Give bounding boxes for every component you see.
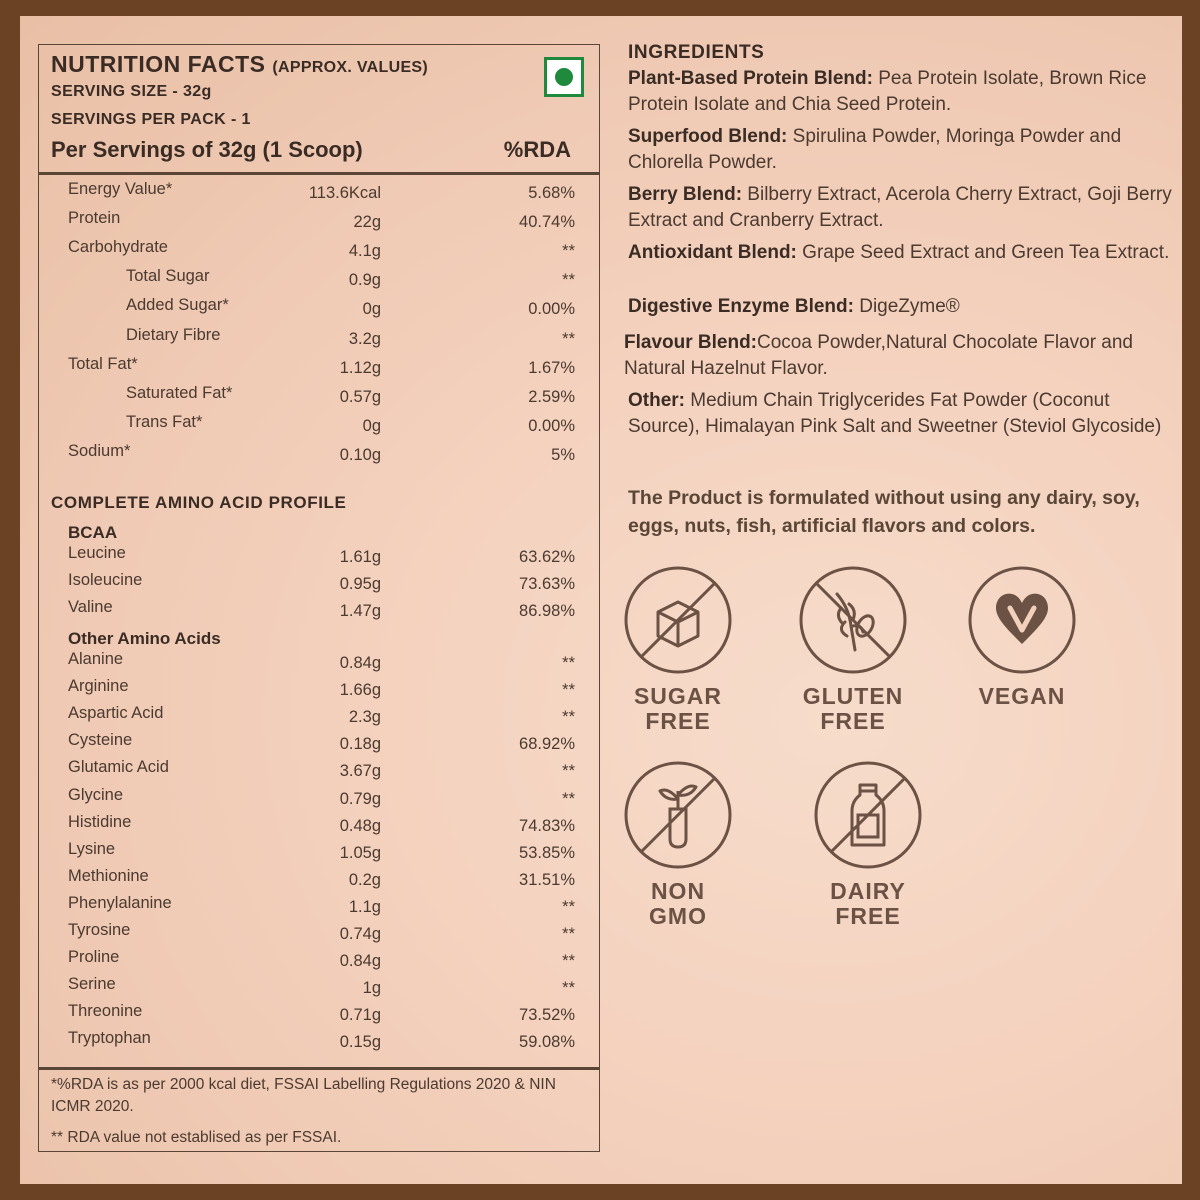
nutrient-amount: 0.57g — [339, 387, 381, 406]
ingredient-label: Plant-Based Protein Blend: — [628, 68, 873, 89]
table-row — [39, 180, 599, 206]
table-row — [39, 413, 599, 439]
nutrient-rda: 0.00% — [528, 416, 575, 435]
ingredient-item — [628, 66, 1173, 118]
plant-tube-icon — [622, 759, 734, 871]
nutrient-rda: 5.68% — [528, 184, 575, 202]
badge-non-gmo-line2: GMO — [649, 903, 707, 929]
badge-dairy-free-line2: FREE — [835, 903, 901, 929]
nutrient-rda: ** — [562, 925, 575, 943]
nutrient-amount: 0g — [362, 416, 381, 435]
nutrient-name: Lysine — [68, 839, 116, 858]
nutrient-rda: 2.59% — [528, 387, 575, 406]
ingredient-text: Cocoa Powder,Natural Chocolate Flavor and Natural Hazelnut Flavor. — [624, 332, 1133, 379]
table-row — [39, 571, 599, 597]
badge-gluten-free-line2: FREE — [820, 708, 886, 734]
nutrition-title-text: NUTRITION FACTS — [51, 51, 266, 77]
nutrient-name: Saturated Fat* — [126, 383, 233, 402]
bcaa-title: BCAA — [68, 523, 118, 542]
nutrient-name: Total Sugar — [126, 267, 210, 286]
nutrient-rda: ** — [562, 789, 575, 808]
nutrient-amount: 3.2g — [348, 329, 381, 348]
table-row — [39, 840, 599, 866]
formulation-disclaimer: The Product is formulated without using any dairy, soy, eggs, nuts, fish, artificial flavors and colors. — [628, 487, 1140, 537]
nutrient-amount: 3.67g — [339, 762, 381, 781]
nutrient-amount: 0.18g — [339, 735, 381, 754]
table-row — [39, 598, 599, 624]
nutrient-rda: ** — [562, 897, 575, 916]
nutrient-name: Tryptophan — [68, 1029, 151, 1048]
nutrient-name: Threonine — [68, 1002, 143, 1021]
nutrient-rda: 31.51% — [519, 870, 575, 889]
badge-vegan — [952, 564, 1092, 709]
table-row — [39, 355, 599, 381]
badge-gluten-free — [783, 564, 923, 734]
other-amino-title: Other Amino Acids — [68, 629, 221, 648]
ingredients-title: INGREDIENTS — [628, 42, 765, 63]
table-row — [39, 326, 599, 352]
header-divider — [39, 172, 599, 175]
nutrient-rda: 73.63% — [519, 575, 575, 593]
nutrient-name: Dietary Fibre — [126, 325, 221, 344]
table-row — [39, 813, 599, 839]
ingredient-text: Grape Seed Extract and Green Tea Extract. — [796, 242, 1170, 263]
nutrient-name: Cysteine — [68, 731, 133, 750]
table-row — [39, 677, 599, 703]
serving-size: SERVING SIZE - 32g — [51, 83, 212, 100]
nutrient-name: Energy Value* — [68, 180, 173, 198]
badge-sugar-free-line2: FREE — [645, 708, 711, 734]
table-row — [39, 704, 599, 730]
nutrient-rda: ** — [562, 681, 575, 700]
nutrition-title-note: (APPROX. VALUES) — [272, 59, 429, 76]
servings-per-pack: SERVINGS PER PACK - 1 — [51, 111, 251, 128]
nutrient-amount: 0.9g — [348, 271, 381, 290]
wheat-icon — [797, 564, 909, 676]
table-row — [39, 384, 599, 410]
nutrient-amount: 0.84g — [339, 952, 381, 971]
heart-v-icon — [966, 564, 1078, 676]
nutrient-name: Serine — [68, 975, 116, 994]
nutrient-rda: 73.52% — [519, 1006, 575, 1025]
nutrient-name: Leucine — [68, 544, 126, 562]
nutrient-amount: 2.3g — [348, 708, 381, 727]
label-panel — [20, 16, 1182, 1184]
ingredient-label: Flavour Blend: — [624, 332, 758, 353]
nutrient-name: Proline — [68, 948, 120, 967]
badge-vegan-line1: VEGAN — [978, 683, 1066, 709]
nutrient-rda: 63.62% — [519, 548, 575, 566]
nutrient-rda: 1.67% — [528, 358, 575, 377]
per-serving-header: Per Servings of 32g (1 Scoop) — [51, 137, 363, 162]
nutrient-rda: 68.92% — [519, 735, 575, 754]
ingredient-label: Antioxidant Blend: — [628, 242, 797, 263]
nutrient-rda: ** — [562, 242, 575, 261]
milk-bottle-icon — [812, 759, 924, 871]
table-row — [39, 544, 599, 570]
table-row — [39, 758, 599, 784]
nutrient-rda: ** — [562, 762, 575, 781]
nutrient-name: Aspartic Acid — [68, 704, 164, 723]
nutrient-name: Valine — [68, 598, 113, 616]
table-row — [39, 921, 599, 947]
nutrient-amount: 0.84g — [339, 654, 381, 672]
footnote-not-established: ** RDA value not establised as per FSSAI. — [51, 1129, 342, 1146]
ingredient-item — [628, 240, 1173, 266]
nutrient-amount: 4.1g — [348, 242, 381, 261]
ingredient-item — [628, 182, 1173, 234]
nutrient-name: Tyrosine — [68, 921, 131, 939]
ingredient-item — [628, 124, 1173, 176]
nutrient-rda: ** — [562, 329, 575, 348]
table-row — [39, 786, 599, 812]
table-row — [39, 894, 599, 920]
nutrient-amount: 0.74g — [339, 925, 381, 943]
nutrient-amount: 1.47g — [339, 602, 381, 620]
nutrient-amount: 0.48g — [339, 816, 381, 835]
table-row — [39, 1002, 599, 1028]
sugar-cube-icon — [622, 564, 734, 676]
nutrient-rda: 53.85% — [519, 843, 575, 862]
nutrient-rda: 5% — [551, 445, 575, 464]
nutrient-name: Arginine — [68, 677, 129, 696]
nutrient-name: Total Fat* — [68, 354, 138, 373]
table-row — [39, 867, 599, 893]
table-row — [39, 267, 599, 293]
nutrient-amount: 0.79g — [339, 789, 381, 808]
nutrient-rda: ** — [562, 979, 575, 998]
nutrient-amount: 0.71g — [339, 1006, 381, 1025]
nutrient-amount: 0g — [362, 300, 381, 319]
nutrient-rda: ** — [562, 654, 575, 672]
ingredient-text: Bilberry Extract, Acerola Cherry Extract, Goji Berry Extract and Cranberry Extract. — [628, 184, 1172, 231]
badge-sugar-free — [608, 564, 748, 734]
table-row — [39, 1029, 599, 1055]
nutrient-amount: 0.2g — [348, 870, 381, 889]
ingredient-item — [628, 294, 1173, 320]
footnote-rda: *%RDA is as per 2000 kcal diet, FSSAI Labelling Regulations 2020 & NIN ICMR 2020. — [51, 1076, 556, 1115]
nutrient-amount: 1.1g — [348, 897, 381, 916]
nutrient-name: Isoleucine — [68, 571, 143, 589]
nutrient-name: Carbohydrate — [68, 238, 168, 257]
nutrient-amount: 0.15g — [339, 1033, 381, 1052]
nutrient-amount: 22g — [353, 213, 381, 232]
ingredient-label: Other: — [628, 390, 685, 411]
nutrient-amount: 1.12g — [339, 358, 381, 377]
nutrient-name: Protein — [68, 209, 121, 228]
rda-header: %RDA — [503, 137, 571, 162]
ingredient-label: Superfood Blend: — [628, 126, 788, 147]
badge-non-gmo — [608, 759, 748, 929]
table-row — [39, 238, 599, 264]
nutrient-rda: 74.83% — [519, 816, 575, 835]
nutrient-name: Sodium* — [68, 441, 131, 460]
ingredient-text: Pea Protein Isolate, Brown Rice Protein Isolate and Chia Seed Protein. — [628, 68, 1147, 115]
nutrient-name: Glutamic Acid — [68, 758, 169, 777]
nutrient-rda: ** — [562, 952, 575, 971]
nutrient-amount: 1g — [362, 979, 381, 998]
ingredient-text: Spirulina Powder, Moringa Powder and Chlorella Powder. — [628, 126, 1122, 173]
badge-non-gmo-line1: NON — [650, 878, 706, 904]
nutrient-rda: 59.08% — [519, 1033, 575, 1052]
table-row — [39, 948, 599, 974]
table-row — [39, 731, 599, 757]
nutrient-amount: 1.66g — [339, 681, 381, 700]
table-row — [39, 442, 599, 468]
ingredient-item — [624, 330, 1176, 382]
nutrient-amount: 113.6Kcal — [308, 184, 381, 202]
nutrient-name: Glycine — [68, 785, 124, 804]
nutrient-name: Phenylalanine — [68, 893, 172, 912]
badge-dairy-free — [798, 759, 938, 929]
nutrient-amount: 1.61g — [339, 548, 381, 566]
badge-gluten-free-line1: GLUTEN — [802, 683, 904, 709]
nutrient-amount: 0.10g — [339, 445, 381, 464]
badge-dairy-free-line1: DAIRY — [830, 878, 906, 904]
vegetarian-mark-icon — [544, 57, 584, 97]
nutrient-amount: 0.95g — [339, 575, 381, 593]
footer-divider — [39, 1067, 599, 1070]
table-row — [39, 209, 599, 235]
table-row — [39, 296, 599, 322]
ingredient-text: DigeZyme® — [853, 296, 960, 317]
nutrient-amount: 1.05g — [339, 843, 381, 862]
nutrient-rda: 40.74% — [519, 213, 575, 232]
nutrient-rda: ** — [562, 708, 575, 727]
nutrient-rda: ** — [562, 271, 575, 290]
badge-sugar-free-line1: SUGAR — [633, 683, 723, 709]
nutrient-rda: 0.00% — [528, 300, 575, 319]
nutrient-name: Alanine — [68, 650, 124, 668]
ingredient-label: Berry Blend: — [628, 184, 743, 205]
nutrition-title — [51, 51, 428, 78]
table-row — [39, 650, 599, 676]
nutrient-name: Added Sugar* — [126, 296, 229, 315]
table-row — [39, 975, 599, 1001]
nutrient-name: Trans Fat* — [126, 412, 203, 431]
ingredient-item — [628, 388, 1173, 440]
nutrition-facts-table — [38, 44, 600, 1152]
nutrient-name: Histidine — [68, 812, 132, 831]
ingredient-text: Medium Chain Triglycerides Fat Powder (Coconut Source), Himalayan Pink Salt and Sweetner (Steviol Glycoside) — [628, 390, 1162, 437]
ingredient-label: Digestive Enzyme Blend: — [628, 296, 854, 317]
nutrient-rda: 86.98% — [519, 602, 575, 620]
nutrient-name: Methionine — [68, 866, 149, 885]
amino-acid-title: COMPLETE AMINO ACID PROFILE — [51, 493, 347, 512]
